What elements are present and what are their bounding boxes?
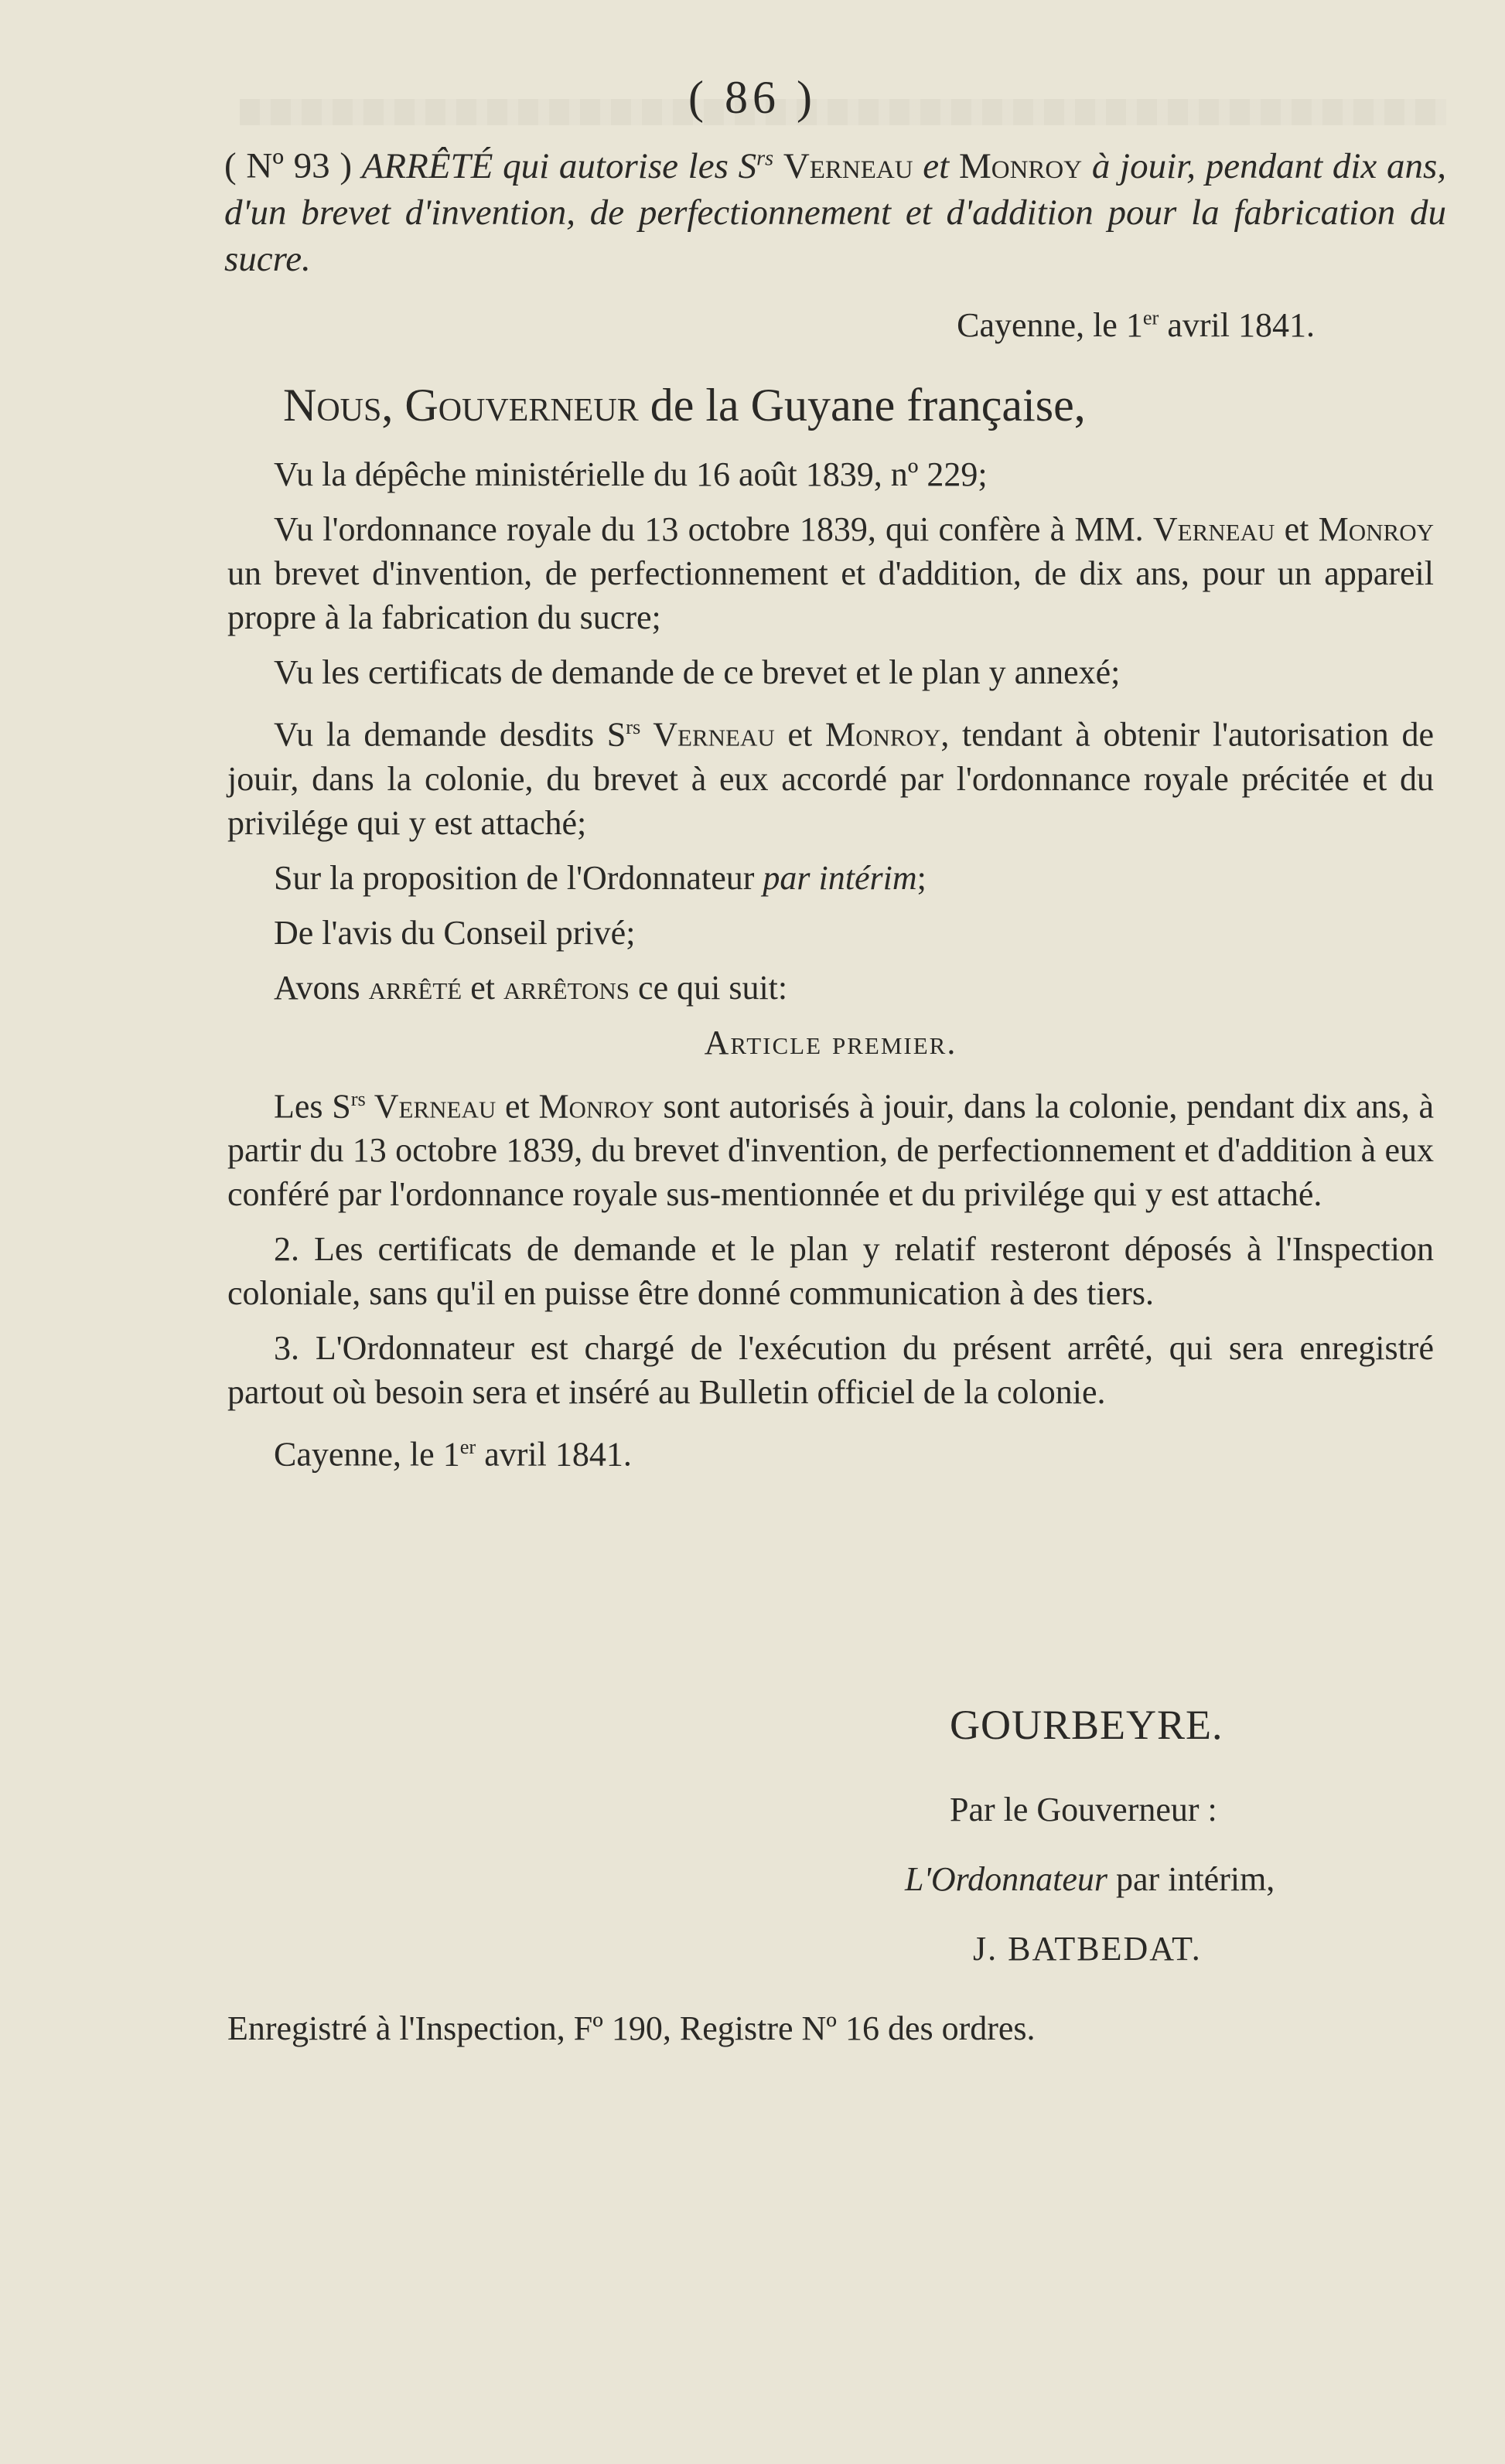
ordonnateur-line: L'Ordonnateur par intérim, — [905, 1860, 1275, 1898]
par-le-gouverneur: Par le Gouverneur : — [950, 1791, 1217, 1828]
decree-number: ( Nº 93 ) — [224, 145, 352, 186]
paragraph-vu-2: Vu l'ordonnance royale du 13 octobre 1839, qui confère à MM. Verneau et Monroy un brevet d'invention, de perfectionnement et d'addition, de dix ans, pour un appareil propre à la fabrication du sucre; — [227, 510, 1434, 636]
paragraph-avons: Avons arrêté et arrêtons ce qui suit: — [274, 968, 788, 1007]
paragraph-avis: De l'avis du Conseil privé; — [274, 913, 636, 952]
paragraph-sur: Sur la proposition de l'Ordonnateur par intérim; — [274, 858, 927, 897]
article-2: 2. Les certificats de demande et le plan y relatif resteront déposés à l'Inspection coloniale, sans qu'il en puisse être donné communication à des tiers. — [227, 1230, 1434, 1313]
registration-note: Enregistré à l'Inspection, Fº 190, Registre Nº 16 des ordres. — [227, 2009, 1036, 2047]
ordonnateur-signature: J. BATBEDAT. — [973, 1930, 1202, 1968]
page-number: ( 86 ) — [688, 72, 817, 123]
article-heading: Article premier. — [704, 1023, 957, 1062]
dateline: Cayenne, le 1er avril 1841. — [957, 305, 1315, 344]
paragraph-vu-4: Vu la demande desdits $S^{rs}$ Verneau et Monroy, tendant à obtenir l'autorisation de jouir, dans la colonie, du brevet à eux accordé par l'ordonnance royale précitée et du privilége qui y est attaché; — [227, 715, 1434, 842]
closing-date: Cayenne, le 1er avril 1841. — [274, 1435, 632, 1474]
decree-body — [227, 452, 1434, 1488]
decree-heading-text: ARRÊTÉ qui autorise les $S^{rs}$ Verneau et Monroy à jouir, pendant dix ans, d'un brevet d'invention, de perfectionnement et d'addition pour la fabrication du sucre. — [224, 145, 1447, 279]
article-1: Les $S^{rs}$ Verneau et Monroy sont autorisés à jouir, dans la colonie, pendant dix ans, à partir du 13 octobre 1839, du brevet d'invention, de perfectionnement et d'addition à eux conféré par l'ordonnance royale sus-mentionnée et du privilége qui y est attaché. — [227, 1086, 1434, 1214]
governor-signature: GOURBEYRE. — [950, 1702, 1223, 1748]
decree-heading — [224, 135, 1446, 282]
paragraph-vu-1: Vu la dépêche ministérielle du 16 août 1839, nº 229; — [274, 455, 988, 493]
issuer-title: Nous, Gouverneur de la Guyane française, — [283, 380, 1086, 431]
paragraph-vu-3: Vu les certificats de demande de ce brevet et le plan y annexé; — [274, 653, 1121, 691]
article-3: 3. L'Ordonnateur est chargé de l'exécution du présent arrêté, qui sera enregistré partout où besoin sera et inséré au Bulletin officiel de la colonie. — [227, 1329, 1434, 1412]
